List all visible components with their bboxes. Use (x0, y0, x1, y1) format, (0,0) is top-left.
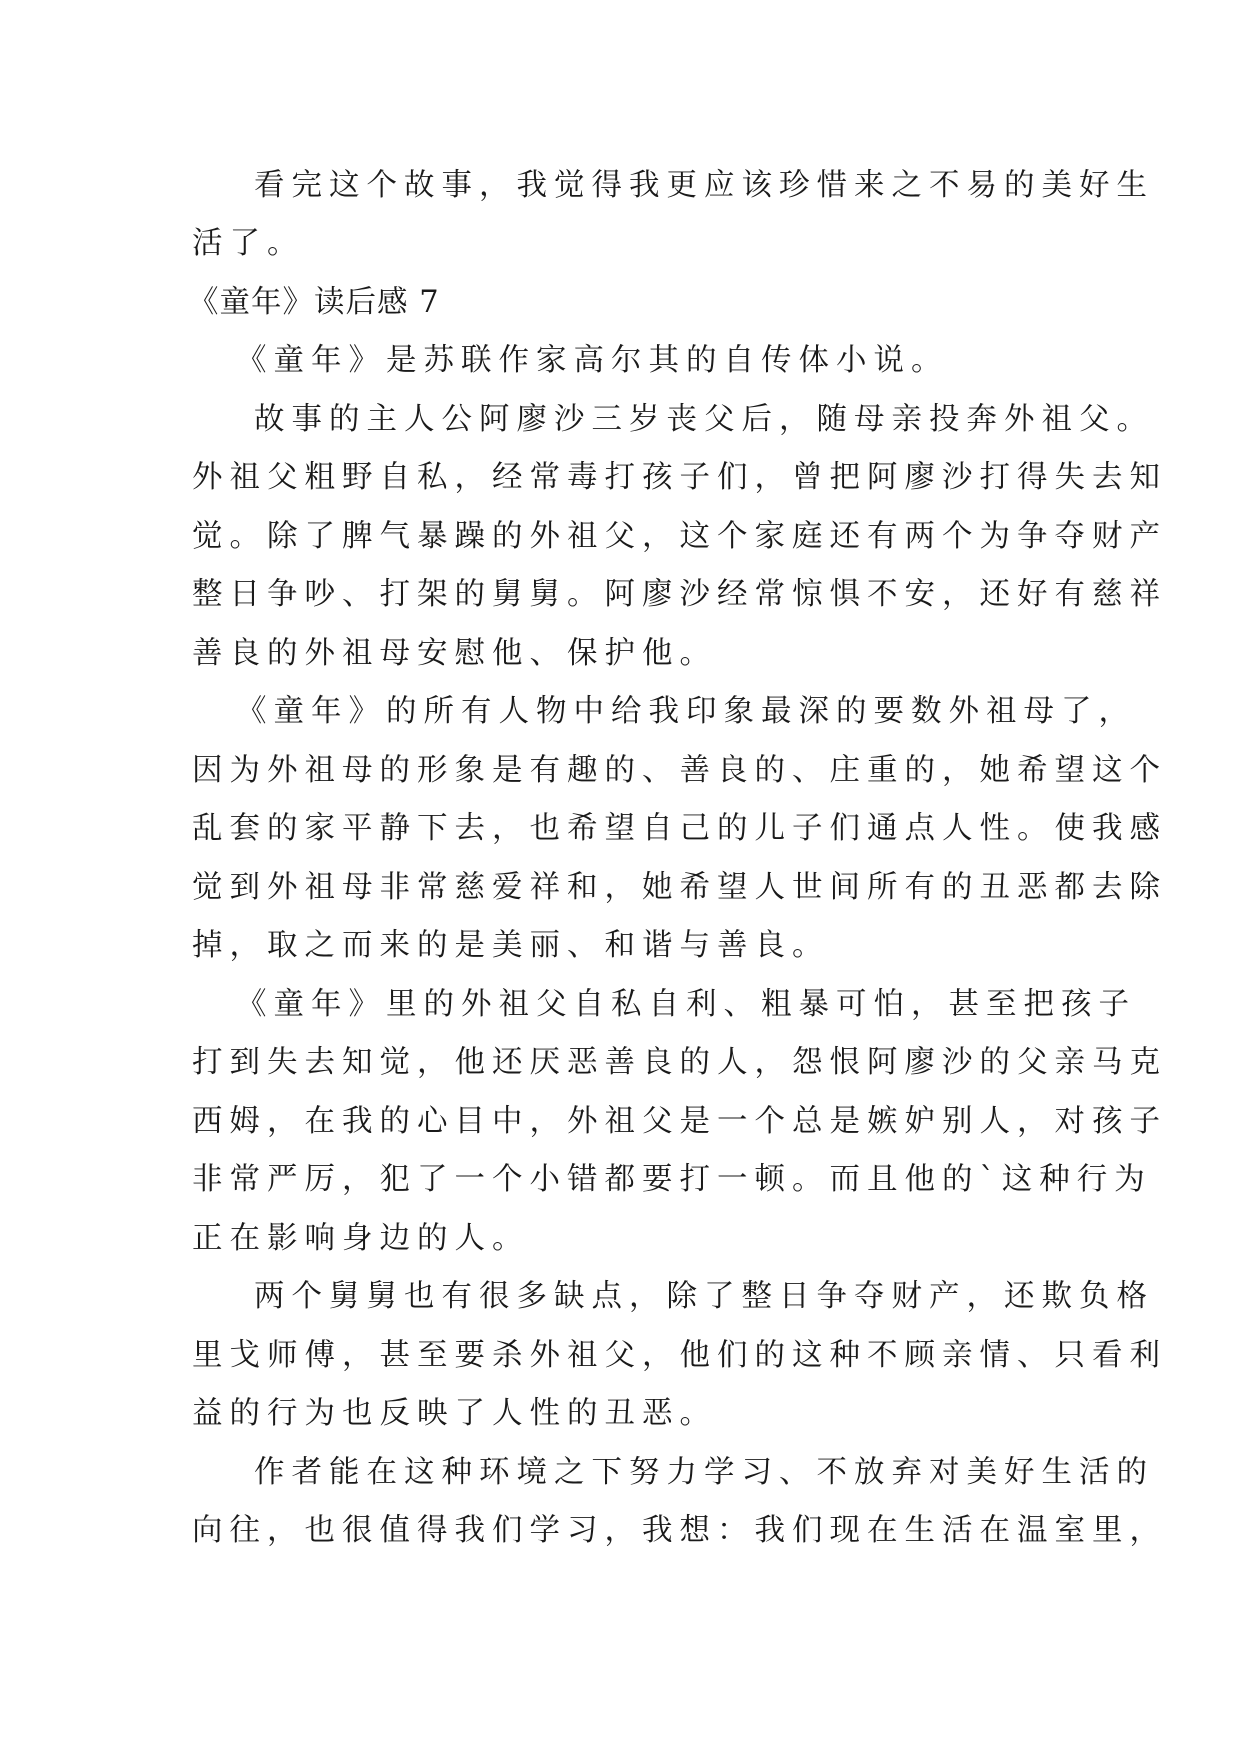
text-line: 《童年》是苏联作家高尔其的自传体小说。 (236, 343, 949, 378)
text-line: 活了。 (192, 226, 305, 261)
text-line: 益的行为也反映了人性的丑恶。 (192, 1396, 717, 1431)
text-line: 外祖父粗野自私，经常毒打孩子们，曾把阿廖沙打得失去知 (192, 460, 1167, 495)
text-line: 《童年》里的外祖父自私自利、粗暴可怕，甚至把孩子 (236, 987, 1136, 1022)
text-line: 正在影响身边的人。 (192, 1221, 530, 1256)
text-line: 两个舅舅也有很多缺点，除了整日争夺财产，还欺负格 (254, 1279, 1154, 1314)
text-line: 西姆，在我的心目中，外祖父是一个总是嫉妒别人，对孩子 (192, 1104, 1167, 1139)
text-line: 掉，取之而来的是美丽、和谐与善良。 (192, 928, 830, 963)
text-line: 看完这个故事，我觉得我更应该珍惜来之不易的美好生 (254, 168, 1154, 203)
text-line: 打到失去知觉，他还厌恶善良的人，怨恨阿廖沙的父亲马克 (192, 1045, 1167, 1080)
text-line: 觉到外祖母非常慈爱祥和，她希望人世间所有的丑恶都去除 (192, 870, 1167, 905)
text-line: 向往，也很值得我们学习，我想：我们现在生活在温室里， (192, 1513, 1167, 1548)
text-line: 因为外祖母的形象是有趣的、善良的、庄重的，她希望这个 (192, 753, 1167, 788)
text-line: 作者能在这种环境之下努力学习、不放弃对美好生活的 (254, 1455, 1154, 1490)
text-line: 善良的外祖母安慰他、保护他。 (192, 636, 717, 671)
section-heading: 《童年》读后感 7 (188, 285, 440, 320)
text-line: 《童年》的所有人物中给我印象最深的要数外祖母了， (236, 694, 1136, 729)
text-line: 里戈师傅，甚至要杀外祖父，他们的这种不顾亲情、只看利 (192, 1338, 1167, 1373)
text-line: 非常严厉，犯了一个小错都要打一顿。而且他的`这种行为 (192, 1162, 1152, 1197)
text-line: 觉。除了脾气暴躁的外祖父，这个家庭还有两个为争夺财产 (192, 519, 1167, 554)
text-line: 乱套的家平静下去，也希望自己的儿子们通点人性。使我感 (192, 811, 1167, 846)
text-line: 整日争吵、打架的舅舅。阿廖沙经常惊惧不安，还好有慈祥 (192, 577, 1167, 612)
text-line: 故事的主人公阿廖沙三岁丧父后，随母亲投奔外祖父。 (254, 402, 1154, 437)
